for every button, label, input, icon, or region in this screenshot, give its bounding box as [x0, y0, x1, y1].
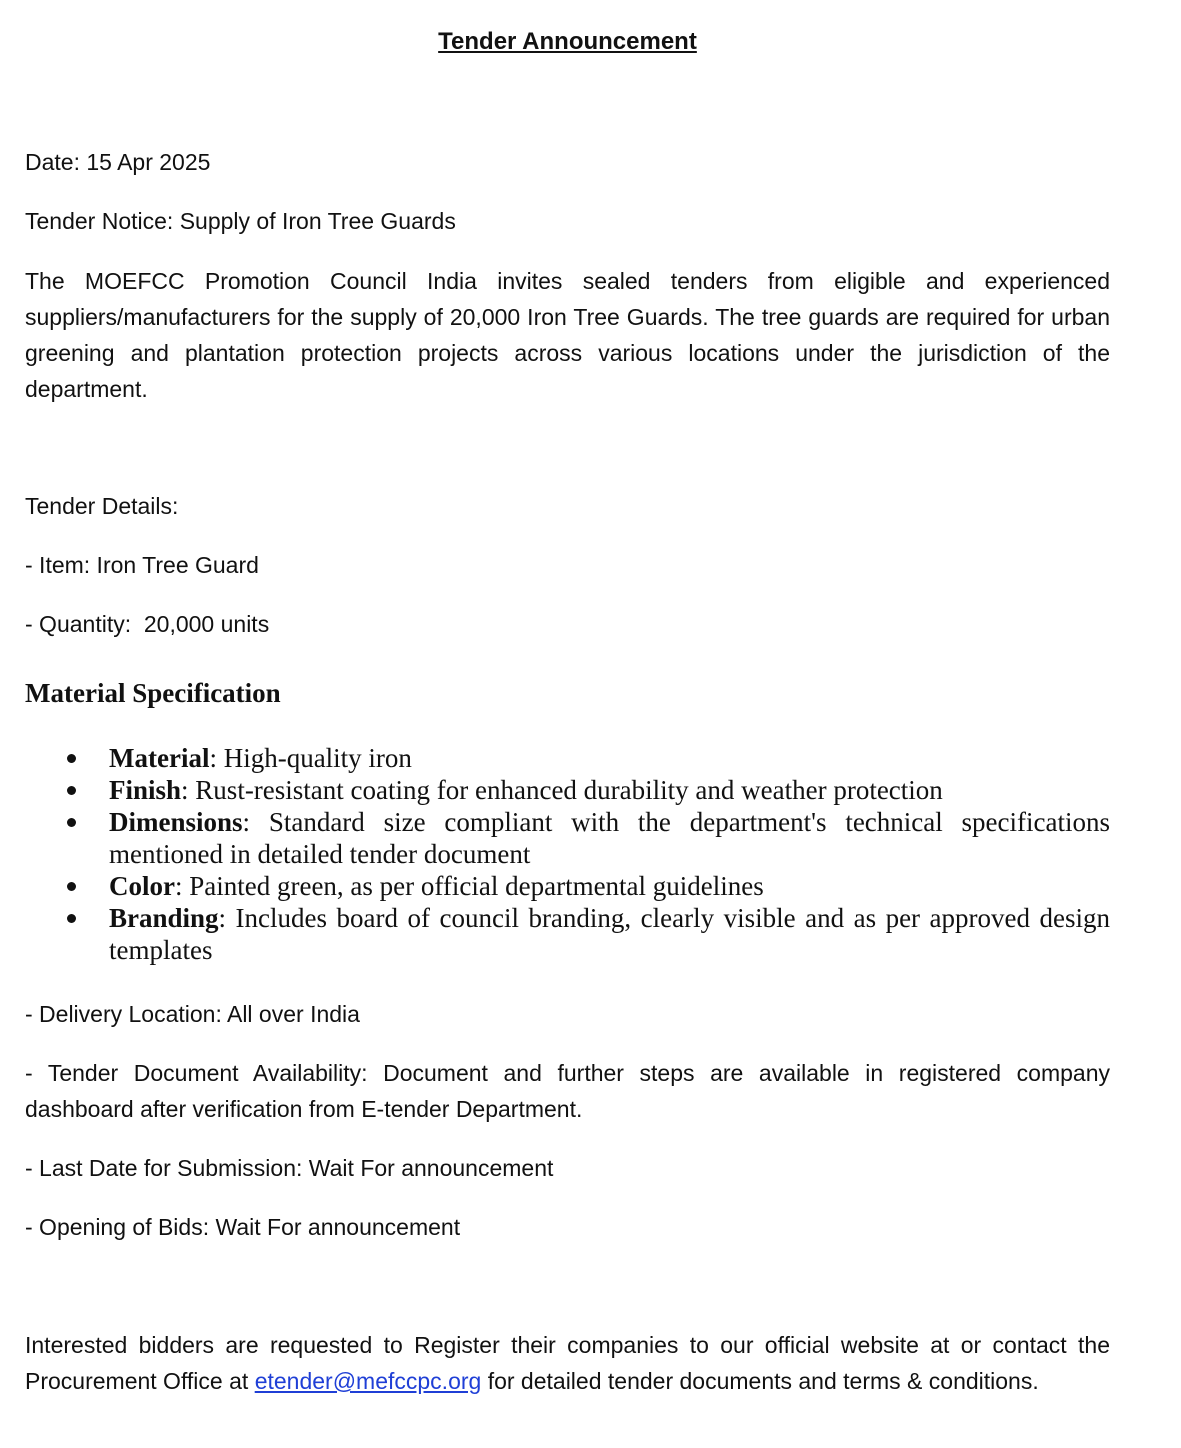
spec-text: : High-quality iron	[209, 743, 412, 773]
delivery-location-line: - Delivery Location: All over India	[25, 1001, 360, 1027]
spec-term: Dimensions	[109, 807, 243, 837]
spec-term: Material	[109, 743, 210, 773]
spec-item-dimensions	[0, 806, 1110, 870]
closing-paragraph	[25, 1327, 1110, 1399]
closing-text-after: for detailed tender documents and terms & conditions.	[481, 1368, 1039, 1394]
spec-term: Finish	[109, 775, 182, 805]
spec-text: : Painted green, as per official departmental guidelines	[174, 871, 764, 901]
spec-item-color	[0, 870, 1110, 902]
spec-item-material	[0, 742, 1110, 774]
material-specification-heading: Material Specification	[25, 678, 281, 708]
spec-item-finish	[0, 774, 1110, 806]
quantity-line: - Quantity: 20,000 units	[25, 611, 270, 637]
spec-text: : Standard size compliant with the department's technical specifications mentioned in detailed tender document	[109, 807, 1110, 869]
spec-item-branding	[0, 902, 1110, 966]
item-line: - Item: Iron Tree Guard	[25, 552, 259, 578]
page-title: Tender Announcement	[438, 28, 697, 55]
closing-text-before: Interested bidders are requested to Register their companies to our official website at or contact the Procurement Office at	[25, 1332, 1110, 1394]
procurement-email-link[interactable]: etender@mefccpc.org	[254, 1368, 482, 1394]
tender-date: Date: 15 Apr 2025	[25, 149, 211, 175]
specification-list	[0, 742, 1110, 966]
spec-text: : Includes board of council branding, clearly visible and as per approved design templates	[109, 903, 1110, 965]
opening-of-bids-line: - Opening of Bids: Wait For announcement	[25, 1214, 461, 1240]
document-availability-line: - Tender Document Availability: Document and further steps are available in registered company dashboard after verification from E-tender Department.	[25, 1060, 1110, 1122]
spec-term: Color	[109, 871, 175, 901]
last-date-line: - Last Date for Submission: Wait For announcement	[25, 1155, 554, 1181]
spec-text: : Rust-resistant coating for enhanced durability and weather protection	[181, 775, 943, 805]
tender-notice: Tender Notice: Supply of Iron Tree Guards	[25, 208, 456, 234]
intro-paragraph: The MOEFCC Promotion Council India invites sealed tenders from eligible and experienced suppliers/manufacturers for the supply of 20,000 Iron Tree Guards. The tree guards are required for urban greening and plantation protection projects across various locations under the jurisdiction of the department.	[25, 268, 1110, 402]
spec-term: Branding	[109, 903, 219, 933]
tender-details-heading: Tender Details:	[25, 493, 179, 519]
